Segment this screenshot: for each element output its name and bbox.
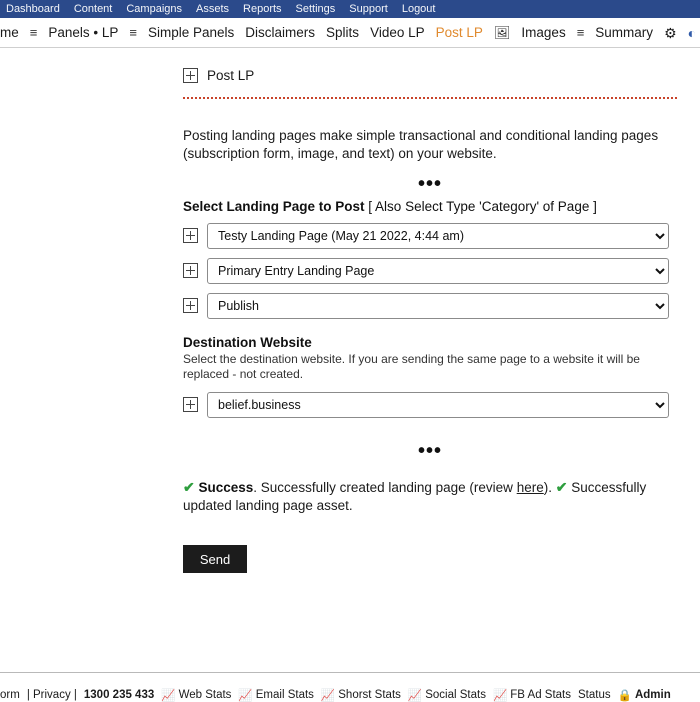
footer-item[interactable]: Web Stats	[178, 689, 232, 701]
lock-icon: 🔒	[617, 690, 632, 702]
destination-website-heading: Destination Website	[183, 334, 312, 350]
nav-item-images[interactable]: Images	[521, 25, 566, 40]
expand-plus-icon[interactable]	[183, 298, 198, 313]
status-text-1: . Successfully created landing page (review	[253, 479, 517, 495]
page-title: Post LP	[207, 68, 255, 83]
landing-page-row	[183, 223, 677, 249]
gear-icon[interactable]: ⚙	[664, 24, 677, 41]
section-nav	[0, 18, 700, 48]
list-icon[interactable]: ≡	[29, 25, 38, 40]
post-lp-panel	[183, 68, 677, 573]
destination-website-select[interactable]	[207, 392, 669, 418]
footer-item[interactable]: Shorst Stats	[338, 689, 401, 701]
select-landing-page-heading	[183, 199, 677, 214]
page-type-row	[183, 258, 677, 284]
footer-item[interactable]: FB Ad Stats	[510, 689, 572, 701]
nav-item-panels-lp[interactable]: Panels • LP	[48, 25, 119, 40]
topbar-item[interactable]: Reports	[243, 3, 282, 15]
chart-icon: 📈	[407, 690, 423, 702]
expand-plus-icon[interactable]	[183, 68, 198, 83]
nav-item-home[interactable]: me	[0, 25, 19, 40]
moon-icon[interactable]: ◐	[687, 24, 697, 41]
expand-plus-icon[interactable]	[183, 263, 198, 278]
divider	[183, 97, 677, 99]
status-text-2: ).	[543, 479, 556, 495]
list-icon[interactable]: ≡	[129, 25, 137, 40]
nav-item-disclaimers[interactable]: Disclaimers	[245, 25, 316, 40]
image-icon[interactable]: 🖼	[493, 25, 511, 40]
chart-icon: 📈	[320, 690, 336, 702]
success-check-icon: ✔	[183, 478, 195, 495]
page-type-select[interactable]	[207, 258, 669, 284]
nav-item-splits[interactable]: Splits	[326, 25, 360, 40]
footer-item[interactable]: | Privacy |	[26, 689, 77, 701]
expand-plus-icon[interactable]	[183, 397, 198, 412]
status-success-label: Success	[198, 479, 254, 495]
destination-website-description: Select the destination website. If you are sending the same page to a website it will be replaced - not created.	[183, 351, 640, 382]
footer-item[interactable]: orm	[0, 689, 20, 701]
topbar-item[interactable]: Support	[349, 3, 388, 15]
topbar-item[interactable]: Campaigns	[126, 3, 182, 15]
footer-item[interactable]: Social Stats	[425, 689, 486, 701]
chart-icon: 📈	[238, 690, 253, 702]
status-text-3: Successfully updated landing page asset.	[183, 479, 647, 514]
destination-website-row	[183, 392, 677, 418]
select-landing-page-label: Select Landing Page to Post	[183, 198, 365, 214]
publish-state-select[interactable]	[207, 293, 669, 319]
footer-item[interactable]: Status	[578, 689, 611, 701]
publish-state-row	[183, 293, 677, 319]
nav-item-post-lp[interactable]: Post LP	[435, 25, 483, 40]
section-separator-dots: •••	[417, 439, 442, 462]
status-message	[183, 478, 663, 515]
nav-item-video-lp[interactable]: Video LP	[370, 25, 425, 40]
list-icon[interactable]: ≡	[576, 25, 585, 40]
chart-icon: 📈	[161, 690, 176, 702]
select-landing-page-note: [ Also Select Type 'Category' of Page ]	[364, 198, 597, 214]
footer-divider	[0, 672, 700, 673]
topbar-item[interactable]: Content	[73, 3, 113, 15]
topbar-item[interactable]: Assets	[196, 3, 230, 15]
success-check-icon-2: ✔	[555, 478, 568, 495]
landing-page-select[interactable]	[207, 223, 669, 249]
footer-admin-link[interactable]: Admin	[634, 689, 671, 701]
nav-item-simple-panels[interactable]: Simple Panels	[147, 25, 235, 40]
topbar-item[interactable]: Settings	[295, 3, 336, 15]
expand-plus-icon[interactable]	[183, 228, 198, 243]
section-separator-dots: •••	[417, 172, 442, 195]
send-button[interactable]: Send	[183, 545, 247, 573]
intro-text: Posting landing pages make simple transactional and conditional landing pages (subscription form, image, and text) on your website.	[183, 128, 659, 161]
chart-icon: 📈	[492, 690, 508, 702]
footer-phone: 1300 235 433	[83, 689, 155, 701]
panel-header	[183, 68, 677, 83]
topbar-item[interactable]: Dashboard	[6, 3, 60, 15]
nav-item-summary[interactable]: Summary	[595, 25, 654, 40]
top-app-bar	[0, 0, 700, 18]
topbar-item[interactable]: Logout	[401, 3, 436, 15]
review-link[interactable]: here	[516, 479, 544, 495]
footer-item[interactable]: Email Stats	[255, 689, 314, 701]
